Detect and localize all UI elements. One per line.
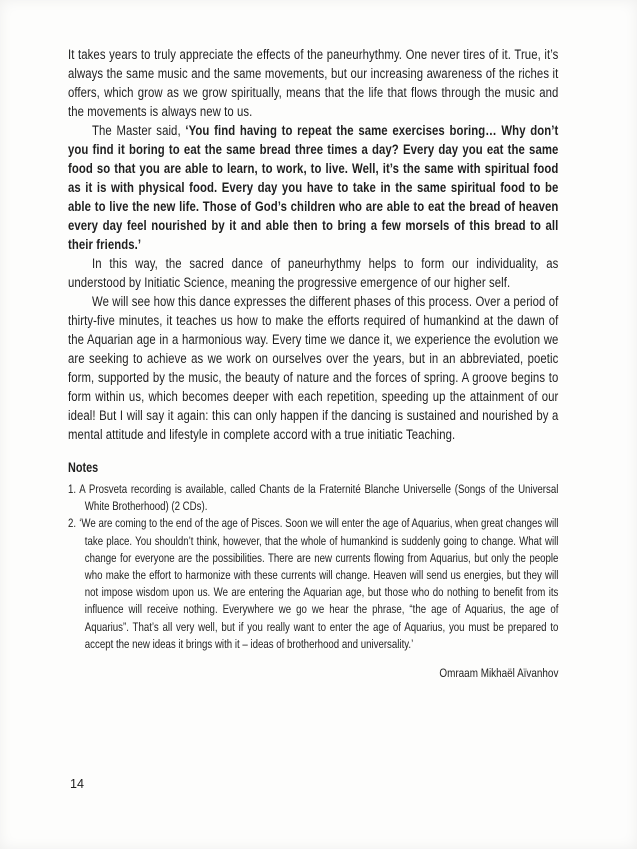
notes-section — [68, 459, 558, 653]
note-number: 1. — [68, 482, 77, 496]
note-item — [68, 515, 558, 653]
paragraph-sacred-dance: In this way, the sacred dance of paneurhythmy helps to form our individuality, as understood by Initiatic Science, meaning the progressive emergence of our higher self. — [68, 256, 559, 291]
paragraph-opening: It takes years to truly appreciate the effects of the paneurhythmy. One never tires of it. True, it’s always the same music and the same movements, but our increasing awareness of the riches it offers, which grow as we grow spiritually, means that the life that flows through the music and the movements is always new to us. — [68, 47, 559, 120]
note-item — [68, 481, 558, 515]
note-text: ‘We are coming to the end of the age of Pisces. Soon we will enter the age of Aquarius, when great changes will take place. You shouldn’t think, however, that the whole of humankind is suddenly going to change. What will change for everyone are the possibilities. There are new currents flowing from Aquarius, but only the people who make the effort to harmonize with these currents will change. Heaven will send us energies, but they will not impose wisdom upon us. We are entering the Aquarian age, but those who do nothing to benefit from its influence will receive nothing. Everywhere we go we hear the phrase, “the age of Aquarius, the age of Aquarius”. That’s all very well, but if you really want to enter the age of Aquarius, you must be prepared to accept the new ideas it brings with it – ideas of brotherhood and universality.’ — [79, 516, 559, 651]
page-number: 14 — [70, 777, 85, 791]
paragraph-master-quote — [68, 122, 558, 255]
paragraph-phases: We will see how this dance expresses the different phases of this process. Over a period of thirty-five minutes, it teaches us how to make the efforts required of humankind at the dawn of the Aquarian age in a harmonious way. Every time we dance it, we experience the evolution we are seeking to achieve as we work on ourselves over the years, but in an abbreviated, poetic form, supported by the music, the beauty of nature and the forces of spring. A groove begins to form within us, which becomes deeper with each repetition, speeding up the attainment of our ideal! But I will say it again: this can only happen if the dancing is sustained and nourished by a mental attitude and lifestyle in complete accord with a true initiatic Teaching. — [68, 294, 559, 443]
note-number: 2. — [68, 516, 77, 531]
master-quote-text: ‘You find having to repeat the same exercises boring… Why don’t you find it boring to eat the same bread three times a day? Every day you eat the same food so that you are able to learn, to work, to live. Well, it’s the same with spiritual food as it is with physical food. Every day you have to take in the same spiritual food to be able to live the new life. Those of God’s children who are able to eat the bread of heaven every day feel nourished by it and able then to bring a few morsels of this bread to all their friends.’ — [68, 123, 559, 253]
quote-intro-text: The Master said, — [92, 123, 186, 139]
note-text: A Prosveta recording is available, called Chants de la Fraternité Blanche Universelle (Songs of the Universal White Brotherhood) (2 CDs). — [79, 482, 559, 514]
notes-heading: Notes — [68, 460, 99, 475]
page-text-block — [68, 46, 558, 682]
author-attribution: Omraam Mikhaël Aïvanhov — [439, 666, 559, 681]
